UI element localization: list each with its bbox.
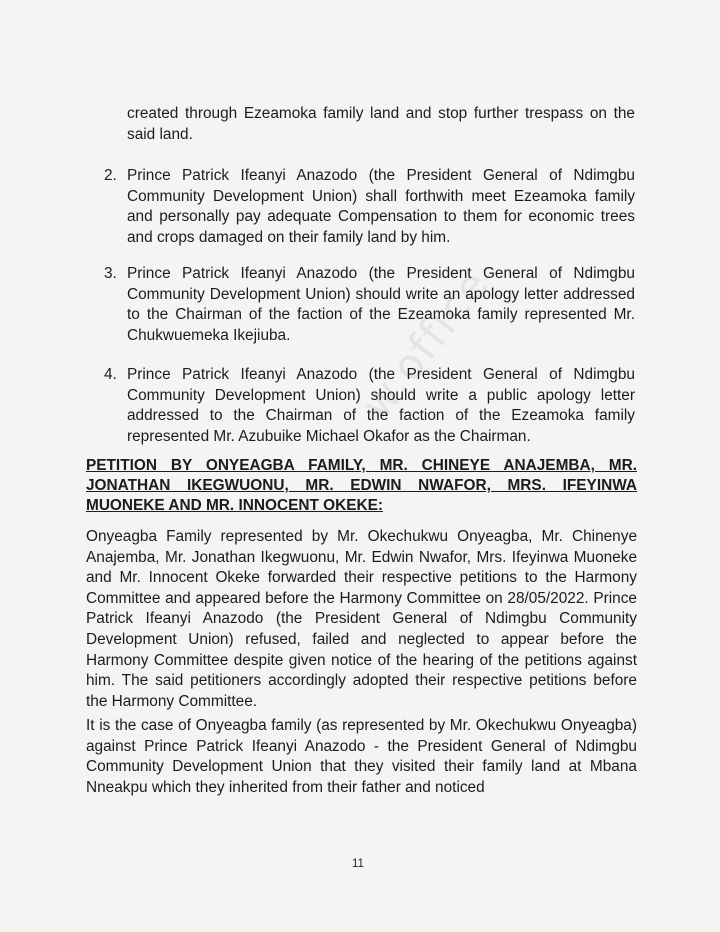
list-item-text: Prince Patrick Ifeanyi Anazodo (the President General of Ndimgbu Community Development Union) shall forthwith meet Ezeamoka family and personally pay adequate Compensation to them for economic trees and crops damaged on their family land by him. <box>127 167 635 246</box>
list-item-number: 4. <box>104 366 117 383</box>
page-number: 11 <box>352 858 364 870</box>
list-item-text: Prince Patrick Ifeanyi Anazodo (the President General of Ndimgbu Community Development Union) should write a public apology letter addressed to the Chairman of the faction of the Ezeamoka family represented Mr. Azubuike Michael Okafor as the Chairman. <box>127 366 635 445</box>
list-item-number: 2. <box>104 167 117 184</box>
paragraph: It is the case of Onyeagba family (as represented by Mr. Okechukwu Onyeagba) against Prince Patrick Ifeanyi Anazodo - the President General of Ndimgbu Community Development Union that they visited their family land at Mbana Nneakpu which they inherited from their father and noticed <box>86 717 637 796</box>
list-item <box>104 365 635 447</box>
list-item-number: 3. <box>104 265 117 282</box>
continuation-text: created through Ezeamoka family land and stop further trespass on the said land. <box>127 105 635 143</box>
list-item-text: Prince Patrick Ifeanyi Anazodo (the President General of Ndimgbu Community Development Union) should write an apology letter addressed to the Chairman of the faction of the Ezeamoka family represented Mr. Chukwuemeka Ikejiuba. <box>127 265 635 344</box>
paragraph: Onyeagba Family represented by Mr. Okechukwu Onyeagba, Mr. Chinenye Anajemba, Mr. Jonathan Ikegwuonu, Mr. Edwin Nwafor, Mrs. Ifeyinwa Muoneke and Mr. Innocent Okeke forwarded their respective petitions to the Harmony Committee and appeared before the Harmony Committee on 28/05/2022. Prince Patrick Ifeanyi Anazodo (the President General of Ndimgbu Community Development Union) refused, failed and neglected to appear before the Harmony Committee despite given notice of the hearing of the petitions against him. The said petitioners accordingly adopted their respective petitions before the Harmony Committee. <box>86 528 637 710</box>
section-heading: PETITION BY ONYEAGBA FAMILY, MR. CHINEYE ANAJEMBA, MR. JONATHAN IKEGWUONU, MR. EDWIN NWAFOR, MRS. IFEYINWA MUONEKE AND MR. INNOCENT OKEKE: <box>86 457 637 515</box>
watermark: w.office <box>352 259 499 429</box>
list-item <box>104 166 635 248</box>
list-item <box>104 264 635 346</box>
